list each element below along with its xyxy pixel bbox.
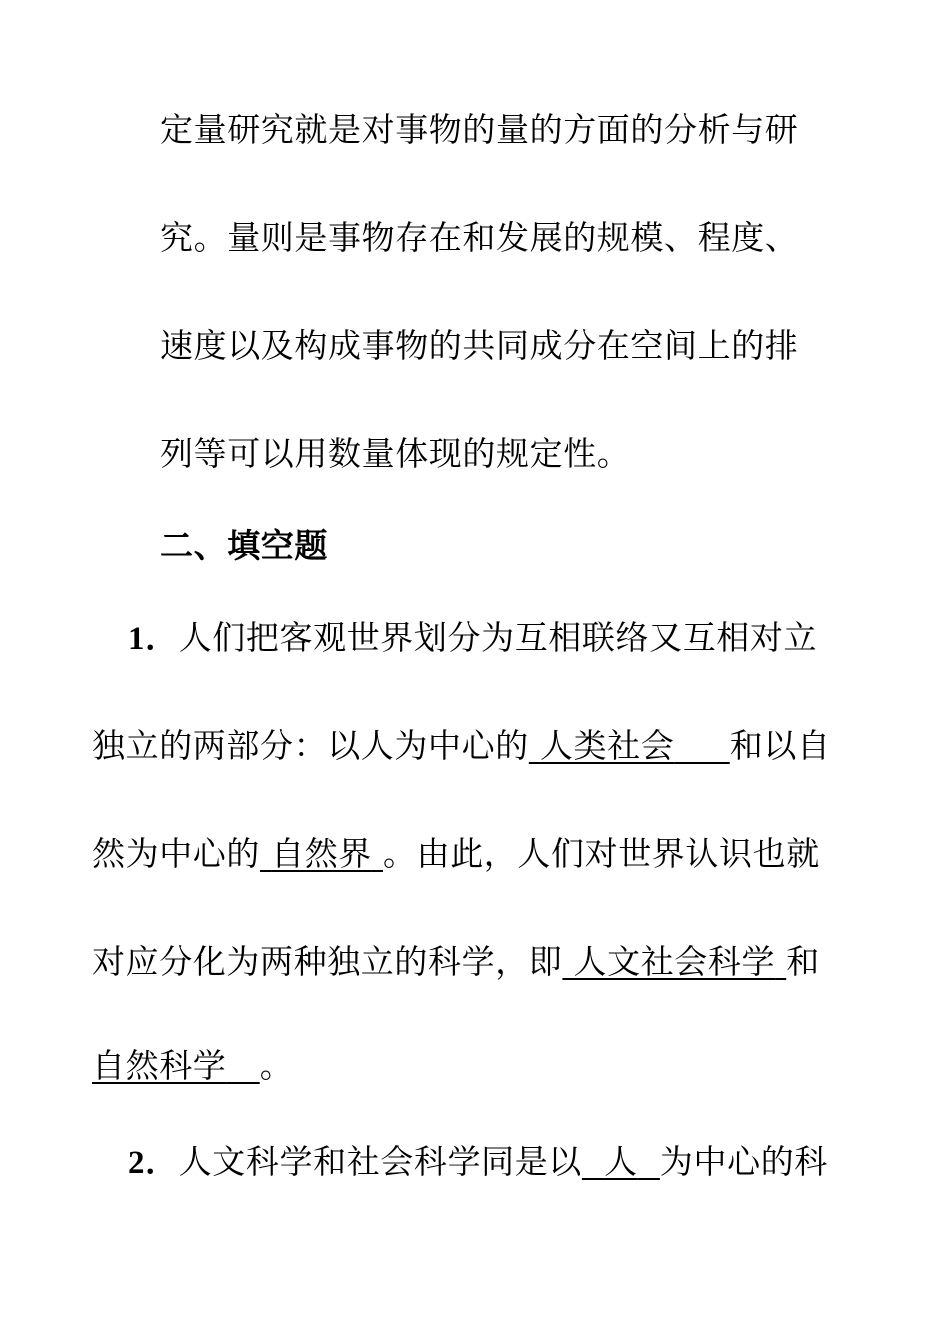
question-1-line-5 <box>92 1046 293 1086</box>
question-1-text: 对应分化为两种独立的科学，即 <box>92 942 563 981</box>
question-2-text: 人文科学和社会科学同是以 <box>178 1142 582 1181</box>
question-1-text: 和 <box>786 942 820 981</box>
question-1-text: 。 <box>259 1046 294 1085</box>
question-1-number: 1． <box>128 621 179 657</box>
definition-line-4: 列等可以用数量体现的规定性。 <box>160 434 631 473</box>
question-1-text: 然为中心的 <box>92 834 260 873</box>
question-1-line-2 <box>92 726 831 766</box>
answer-blank: 人类社会 <box>539 726 675 765</box>
question-1-line-4 <box>92 942 820 982</box>
question-1-text: 人们把客观世界划分为互相联络又互相对立 <box>178 618 818 657</box>
question-1-line-3 <box>92 834 820 874</box>
question-1-text: 和以自 <box>729 726 831 765</box>
question-2-number: 2． <box>128 1145 179 1181</box>
section-heading: 二、填空题 <box>160 526 328 565</box>
question-1-line-1 <box>128 618 817 659</box>
question-2-line-1 <box>128 1142 828 1183</box>
question-2-text: 为中心的科 <box>659 1142 828 1181</box>
definition-line-2: 究。量则是事物存在和发展的规模、程度、 <box>160 218 799 257</box>
question-1-text: 。由此，人们对世界认识也就 <box>383 834 820 873</box>
answer-blank: 自然科学 <box>92 1046 227 1085</box>
answer-blank: 自然界 <box>271 834 372 873</box>
answer-blank: 人文社会科学 <box>573 942 776 981</box>
definition-line-3: 速度以及构成事物的共同成分在空间上的排 <box>160 326 799 365</box>
definition-line-1: 定量研究就是对事物的量的方面的分析与研 <box>160 110 799 149</box>
answer-blank: 人 <box>604 1142 638 1181</box>
question-1-text: 独立的两部分：以人为中心的 <box>92 726 529 765</box>
